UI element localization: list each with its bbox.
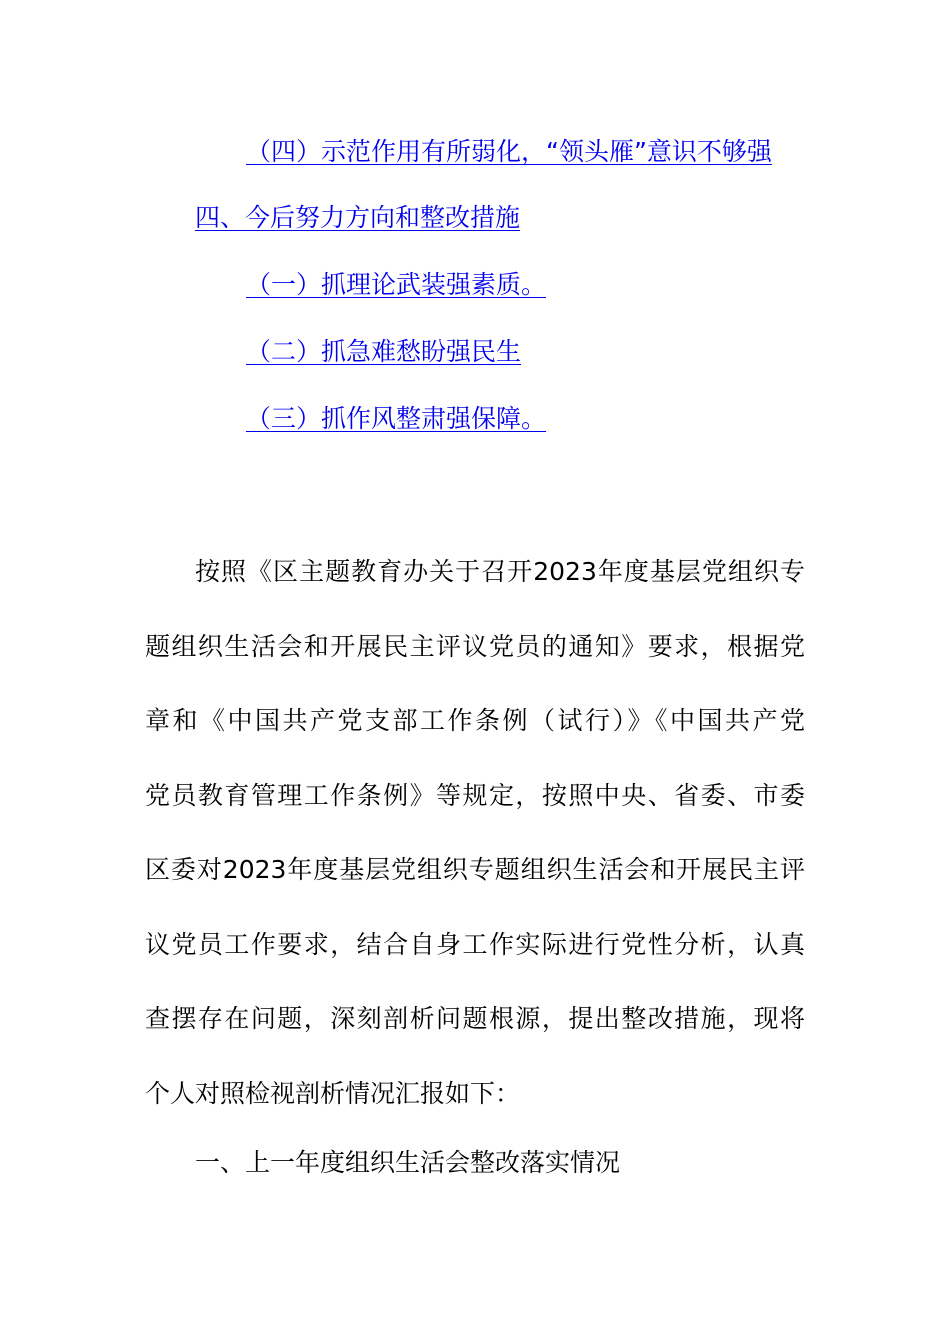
intro-paragraph bbox=[145, 535, 805, 1131]
paragraph-line: 个人对照检视剖析情况汇报如下： bbox=[145, 1078, 521, 1108]
section-heading: 一、上一年度组织生活会整改落实情况 bbox=[195, 1148, 621, 1177]
paragraph-line: 区委对2023年度基层党组织专题组织生活会和开展民主评 bbox=[145, 855, 805, 884]
paragraph-line: 议党员工作要求，结合自身工作实际进行党性分析，认真 bbox=[145, 929, 805, 959]
paragraph-line: 查摆存在问题，深刻剖析问题根源，提出整改措施，现将 bbox=[145, 1004, 805, 1033]
paragraph-line: 题组织生活会和开展民主评议党员的通知》要求，根据党 bbox=[145, 631, 805, 661]
paragraph-line: 党员教育管理工作条例》等规定，按照中央、省委、市委 bbox=[145, 780, 805, 810]
toc-link-section-4[interactable]: 四、今后努力方向和整改措施 bbox=[195, 203, 521, 232]
toc-link-measure-3[interactable]: （三）抓作风整肃强保障。 bbox=[246, 404, 547, 433]
toc-link-item-4[interactable]: （四）示范作用有所弱化，“领头雁”意识不够强 bbox=[246, 137, 772, 166]
paragraph-line: 按照《区主题教育办关于召开2023年度基层党组织专 bbox=[195, 557, 805, 586]
toc-link-measure-1[interactable]: （一）抓理论武装强素质。 bbox=[246, 270, 547, 299]
toc-link-measure-2[interactable]: （二）抓急难愁盼强民生 bbox=[246, 337, 522, 366]
paragraph-line: 章和《中国共产党支部工作条例（试行）》《中国共产党 bbox=[145, 706, 805, 735]
